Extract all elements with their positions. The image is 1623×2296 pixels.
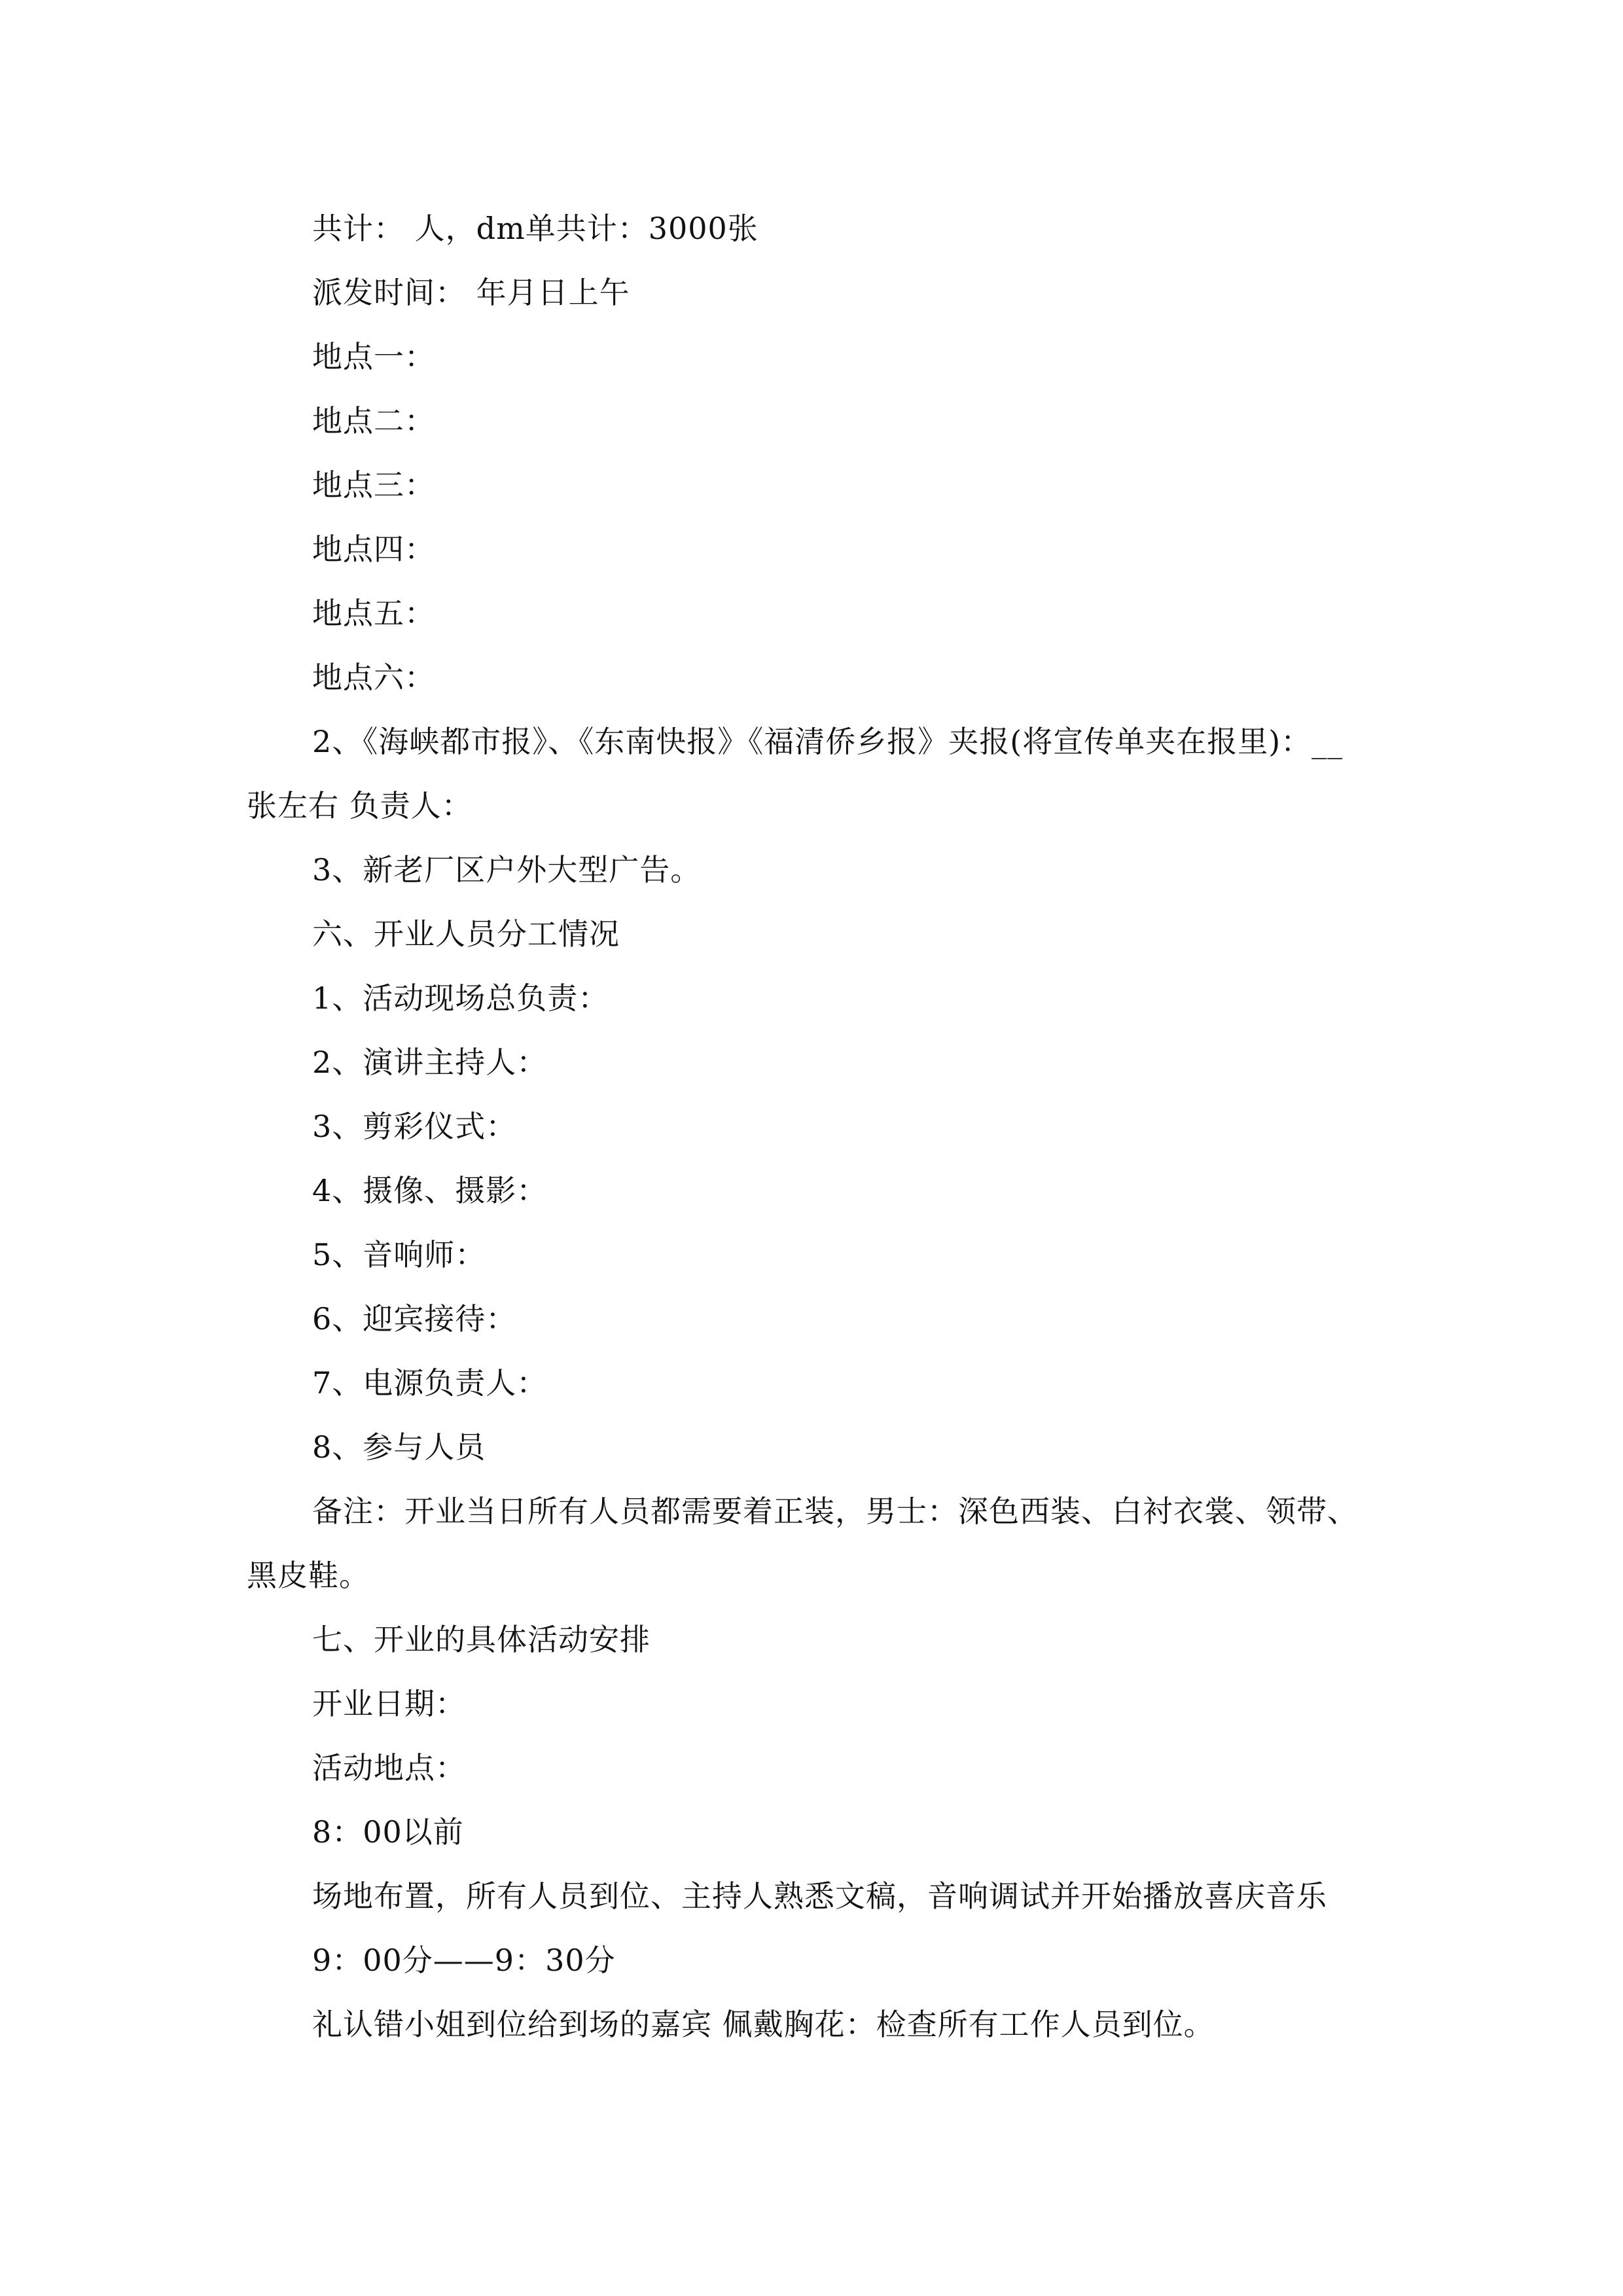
- paragraph-line: 6、迎宾接待：: [312, 1301, 517, 1336]
- paragraph-line: 六、开业人员分工情况: [312, 916, 620, 952]
- paragraph-line: 派发时间： 年月日上午: [312, 275, 630, 310]
- paragraph-line: 1、活动现场总负责：: [312, 980, 609, 1016]
- paragraph-line: 9：00分——9：30分: [312, 1943, 616, 1978]
- paragraph-line: 7、电源负责人：: [312, 1365, 548, 1401]
- paragraph-line: 4、摄像、摄影：: [312, 1173, 548, 1208]
- paragraph-line: 2、《海峡都市报》、《东南快报》《福清侨乡报》夹报(将宣传单夹在报里)：__: [312, 724, 1344, 759]
- paragraph-line: 场地布置，所有人员到位、主持人熟悉文稿，音响调试并开始播放喜庆音乐: [312, 1878, 1327, 1914]
- paragraph-line: 黑皮鞋。: [247, 1558, 370, 1593]
- document-body: [247, 196, 1379, 2056]
- paragraph-line: 地点二：: [312, 403, 435, 439]
- paragraph-line: 3、新老厂区户外大型广告。: [312, 852, 702, 888]
- paragraph-line: 8：00以前: [312, 1814, 464, 1850]
- paragraph-line: 备注：开业当日所有人员都需要着正装，男士：深色西装、白衬衣裳、领带、: [312, 1494, 1358, 1529]
- paragraph-line: 地点五：: [312, 596, 435, 631]
- paragraph-line: 3、剪彩仪式：: [312, 1109, 517, 1144]
- paragraph-line: 5、音响师：: [312, 1237, 486, 1272]
- paragraph-line: 8、参与人员: [312, 1429, 486, 1465]
- paragraph-line: 地点一：: [312, 339, 435, 374]
- paragraph-line: 七、开业的具体活动安排: [312, 1622, 651, 1657]
- paragraph-line: 地点三：: [312, 467, 435, 503]
- paragraph-line: 2、演讲主持人：: [312, 1045, 548, 1080]
- paragraph-line: 地点四：: [312, 531, 435, 567]
- paragraph-line: 共计： 人，dm单共计：3000张: [312, 211, 758, 246]
- paragraph-line: 张左右 负责人：: [247, 788, 473, 823]
- paragraph-line: 开业日期：: [312, 1686, 466, 1721]
- paragraph-line: 活动地点：: [312, 1750, 466, 1785]
- paragraph-line: 礼认错小姐到位给到场的嘉宾 佩戴胸花：检查所有工作人员到位。: [312, 2007, 1215, 2042]
- paragraph-line: 地点六：: [312, 660, 435, 695]
